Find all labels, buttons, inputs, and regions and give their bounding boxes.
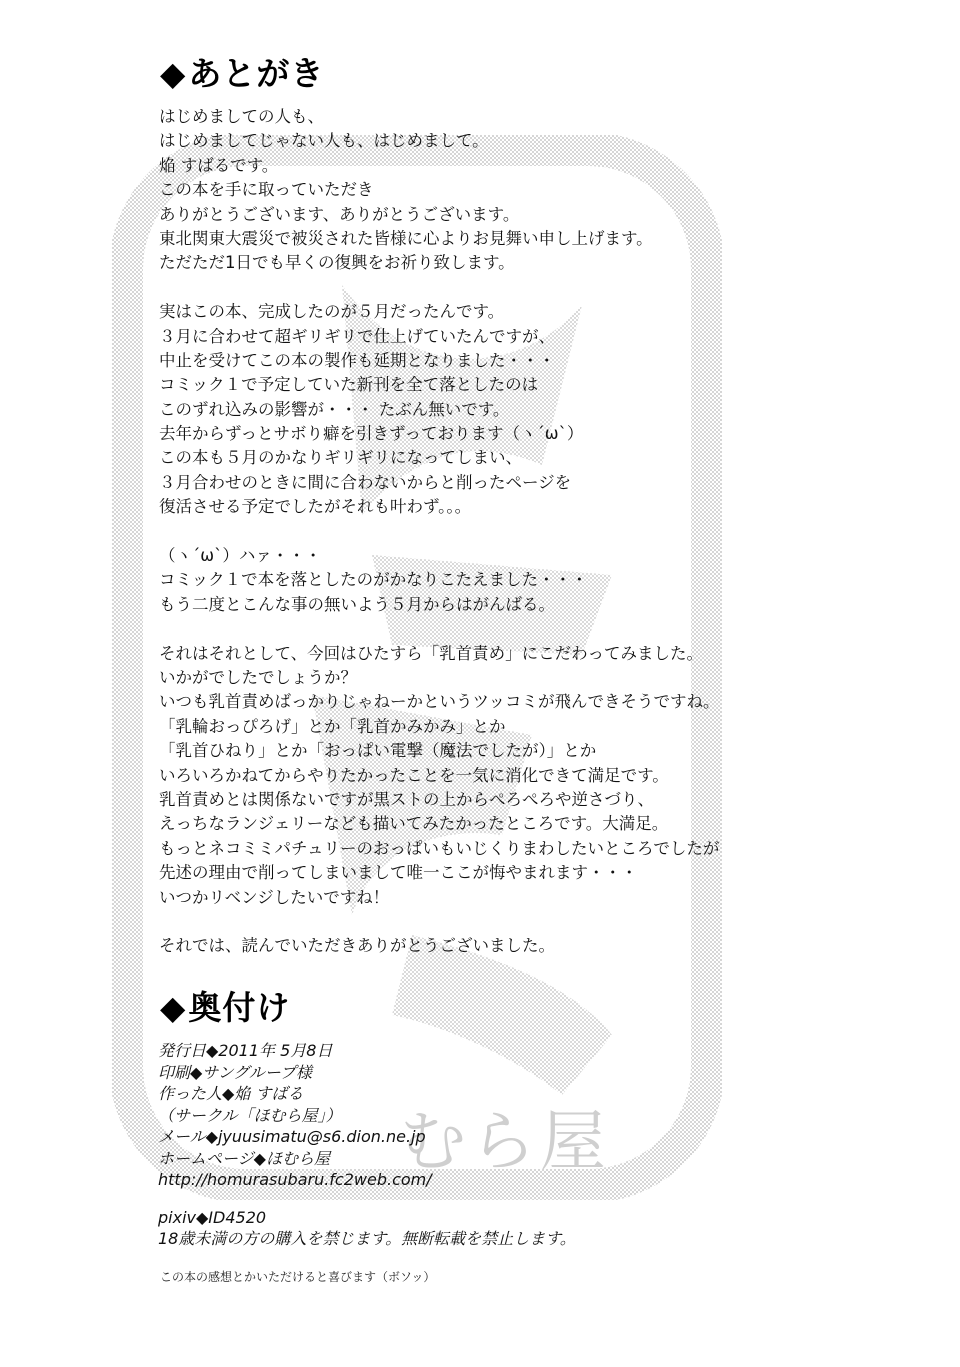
printer: 印刷◆サングループ様 (158, 1062, 312, 1082)
text-line: いつかリベンジしたいですね！ (159, 887, 390, 907)
afterword-title: あとがき (188, 54, 325, 93)
text-line: コミック１で予定していた新刊を全て落としたのは (159, 375, 539, 395)
diamond-icon: ◆ (160, 54, 187, 93)
afterword-heading (160, 48, 324, 95)
text-line: えっちなランジェリーなども描いてみたかったところです。大満足。 (159, 814, 669, 834)
text-line: 焔 すばるです。 (159, 155, 279, 175)
circle-name: （サークル「ほむら屋」） (158, 1105, 342, 1125)
text-line: はじめましてじゃない人も、はじめまして。 (159, 131, 489, 151)
text-line: いつも乳首責めばっかりじゃねーかというツッコミが飛んできそうですね。 (159, 692, 720, 712)
text-line: 東北関東大震災で被災された皆様に心よりお見舞い申し上げます。 (159, 228, 653, 248)
text-line: ありがとうございます、ありがとうございます。 (159, 204, 520, 224)
pixiv-id: pixiv◆ID4520 (158, 1207, 267, 1227)
text-line: 実はこの本、完成したのが５月だったんです。 (159, 302, 505, 322)
homepage-url: http://homurasubaru.fc2web.com/ (158, 1170, 432, 1189)
afterword-body (159, 105, 839, 959)
text-line: 去年からずっとサボり癖を引きずっております（ヽ´ω`） (159, 424, 584, 444)
text-line: ３月に合わせて超ギリギリで仕上げていたんですが、 (159, 326, 555, 346)
watermark-text: むら屋 (400, 1103, 610, 1180)
text-line: 中止を受けてこの本の製作も延期となりました・・・ (159, 350, 555, 370)
author: 作った人◆焔 すばる (158, 1084, 304, 1103)
text-line: それでは、読んでいただきありがとうございました。 (159, 936, 555, 956)
text-line: この本を手に取っていただき (159, 180, 374, 200)
text-line: ただただ1日でも早くの復興をお祈り致します。 (159, 253, 515, 273)
text-line: 復活させる予定でしたがそれも叶わず。。。 (159, 497, 472, 517)
text-line: この本も５月のかなりギリギリになってしまい、 (159, 448, 522, 468)
text-line: いろいろかねてからやりたかったことを一気に消化できて満足です。 (159, 765, 669, 785)
text-line: （ヽ´ω`）ハァ・・・ (159, 546, 322, 566)
text-line: もっとネコミミパチュリーのおっぱいもいじくりまわしたいところでしたが (159, 838, 720, 858)
colophon-body (158, 1040, 576, 1250)
age-notice: 18歳未満の方の購入を禁じます。無断転載を禁止します。 (158, 1229, 576, 1248)
text-line: はじめましての人も、 (159, 107, 324, 126)
text-line: 乳首責めとは関係ないですが黒ストの上からぺろぺろや逆さづり、 (159, 789, 654, 809)
text-line: 「乳首ひねり」とか「おっぱい電撃（魔法でしたが）」とか (159, 741, 597, 761)
text-line: 「乳輪おっぴろげ」とか「乳首かみかみ」とか (159, 716, 506, 736)
text-line: もう二度とこんな事の無いよう５月からはがんばる。 (159, 594, 555, 614)
text-line: それはそれとして、今回はひたすら「乳首責め」にこだわってみました。 (159, 643, 704, 663)
publish-date: 発行日◆2011年 5月8日 (158, 1041, 333, 1060)
email: メール◆jyuusimatu@s6.dion.ne.jp (158, 1127, 426, 1146)
text-line: 先述の理由で削ってしまいまして唯一ここが悔やまれます・・・ (159, 863, 638, 883)
text-line: このずれ込みの影響が・・・ たぶん無いです。 (159, 399, 510, 419)
footnote: この本の感想とかいただけると喜びます（ボソッ） (160, 1270, 436, 1284)
colophon-heading (160, 982, 290, 1029)
colophon-title: 奥付け (188, 988, 291, 1027)
text-line: コミック１で本を落としたのがかなりこたえました・・・ (159, 570, 588, 590)
text-line: いかがでしたでしょうか？ (159, 667, 357, 687)
homepage: ホームページ◆ほむら屋 (158, 1148, 330, 1168)
text-line: ３月合わせのときに間に合わないからと削ったページを (159, 472, 572, 492)
diamond-icon: ◆ (160, 988, 187, 1027)
